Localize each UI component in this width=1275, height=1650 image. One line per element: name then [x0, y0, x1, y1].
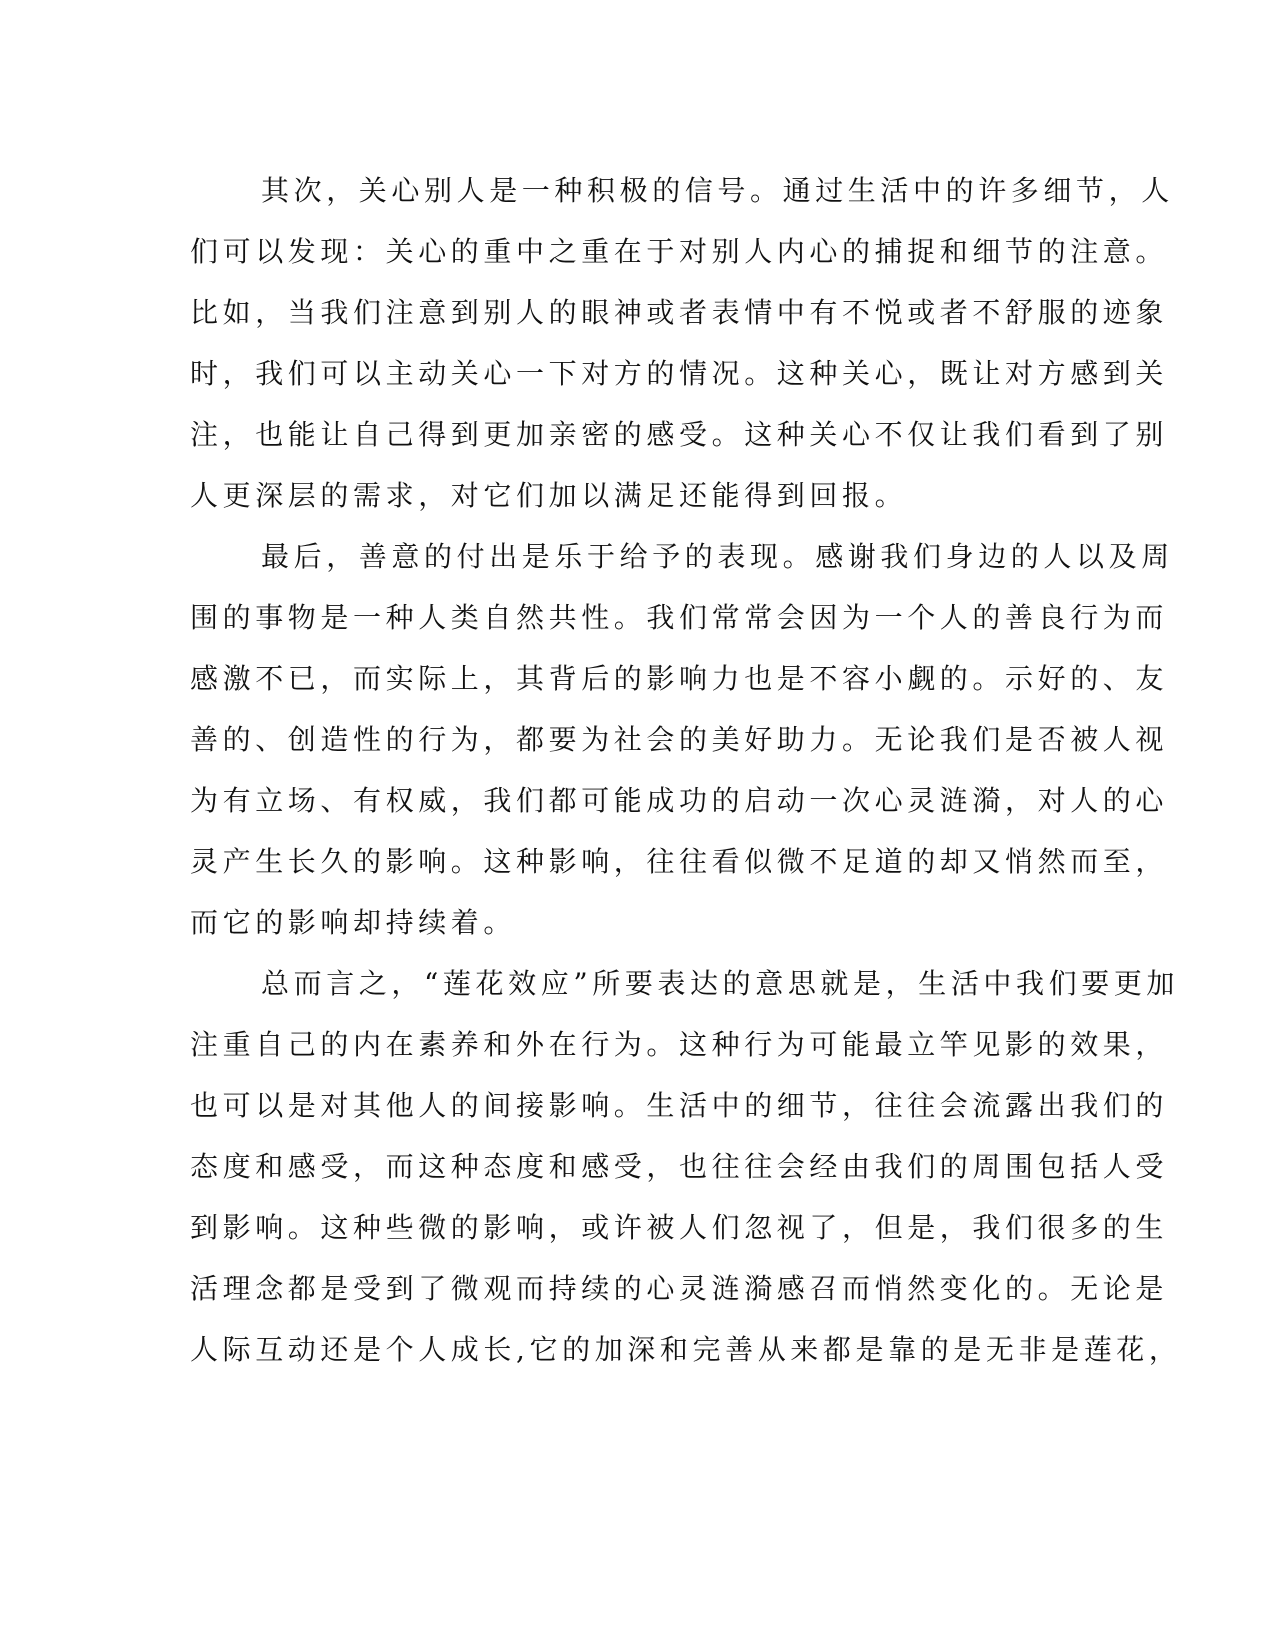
- paragraph-line: 们可以发现：关心的重中之重在于对别人内心的捕捉和细节的注意。: [190, 235, 1169, 268]
- paragraph-line: 灵产生长久的影响。这种影响，往往看似微不足道的却又悄然而至，: [190, 845, 1169, 878]
- paragraph-line: 注重自己的内在素养和外在行为。这种行为可能最立竿见影的效果，: [190, 1028, 1169, 1061]
- paragraph-line: 也可以是对其他人的间接影响。生活中的细节，往往会流露出我们的: [190, 1089, 1169, 1122]
- body-text: [190, 160, 1182, 1380]
- paragraph-line: 围的事物是一种人类自然共性。我们常常会因为一个人的善良行为而: [190, 601, 1169, 634]
- paragraph-line: 最后，善意的付出是乐于给予的表现。感谢我们身边的人以及周: [261, 540, 1174, 573]
- paragraph-line: 活理念都是受到了微观而持续的心灵涟漪感召而悄然变化的。无论是: [190, 1272, 1169, 1305]
- paragraph-line: 到影响。这种些微的影响，或许被人们忽视了，但是，我们很多的生: [190, 1211, 1169, 1244]
- paragraph-line: 而它的影响却持续着。: [190, 906, 517, 939]
- paragraph-line: 善的、创造性的行为，都要为社会的美好助力。无论我们是否被人视: [190, 723, 1169, 756]
- paragraph-line: 其次，关心别人是一种积极的信号。通过生活中的许多细节，人: [261, 174, 1174, 207]
- paragraph-line: 注，也能让自己得到更加亲密的感受。这种关心不仅让我们看到了别: [190, 418, 1169, 451]
- paragraph-line: 为有立场、有权威，我们都可能成功的启动一次心灵涟漪，对人的心: [190, 784, 1169, 817]
- paragraph-line: 人际互动还是个人成长,它的加深和完善从来都是靠的是无非是莲花，: [190, 1333, 1182, 1366]
- paragraph-line: 时，我们可以主动关心一下对方的情况。这种关心，既让对方感到关: [190, 357, 1169, 390]
- paragraph-line: 感激不已，而实际上，其背后的影响力也是不容小觑的。示好的、友: [190, 662, 1169, 695]
- paragraph-line: 比如，当我们注意到别人的眼神或者表情中有不悦或者不舒服的迹象: [190, 296, 1169, 329]
- paragraph-line: 总而言之，“莲花效应”所要表达的意思就是，生活中我们要更加: [261, 967, 1180, 1000]
- paragraph-line: 人更深层的需求，对它们加以满足还能得到回报。: [190, 479, 908, 512]
- paragraph-line: 态度和感受，而这种态度和感受，也往往会经由我们的周围包括人受: [190, 1150, 1169, 1183]
